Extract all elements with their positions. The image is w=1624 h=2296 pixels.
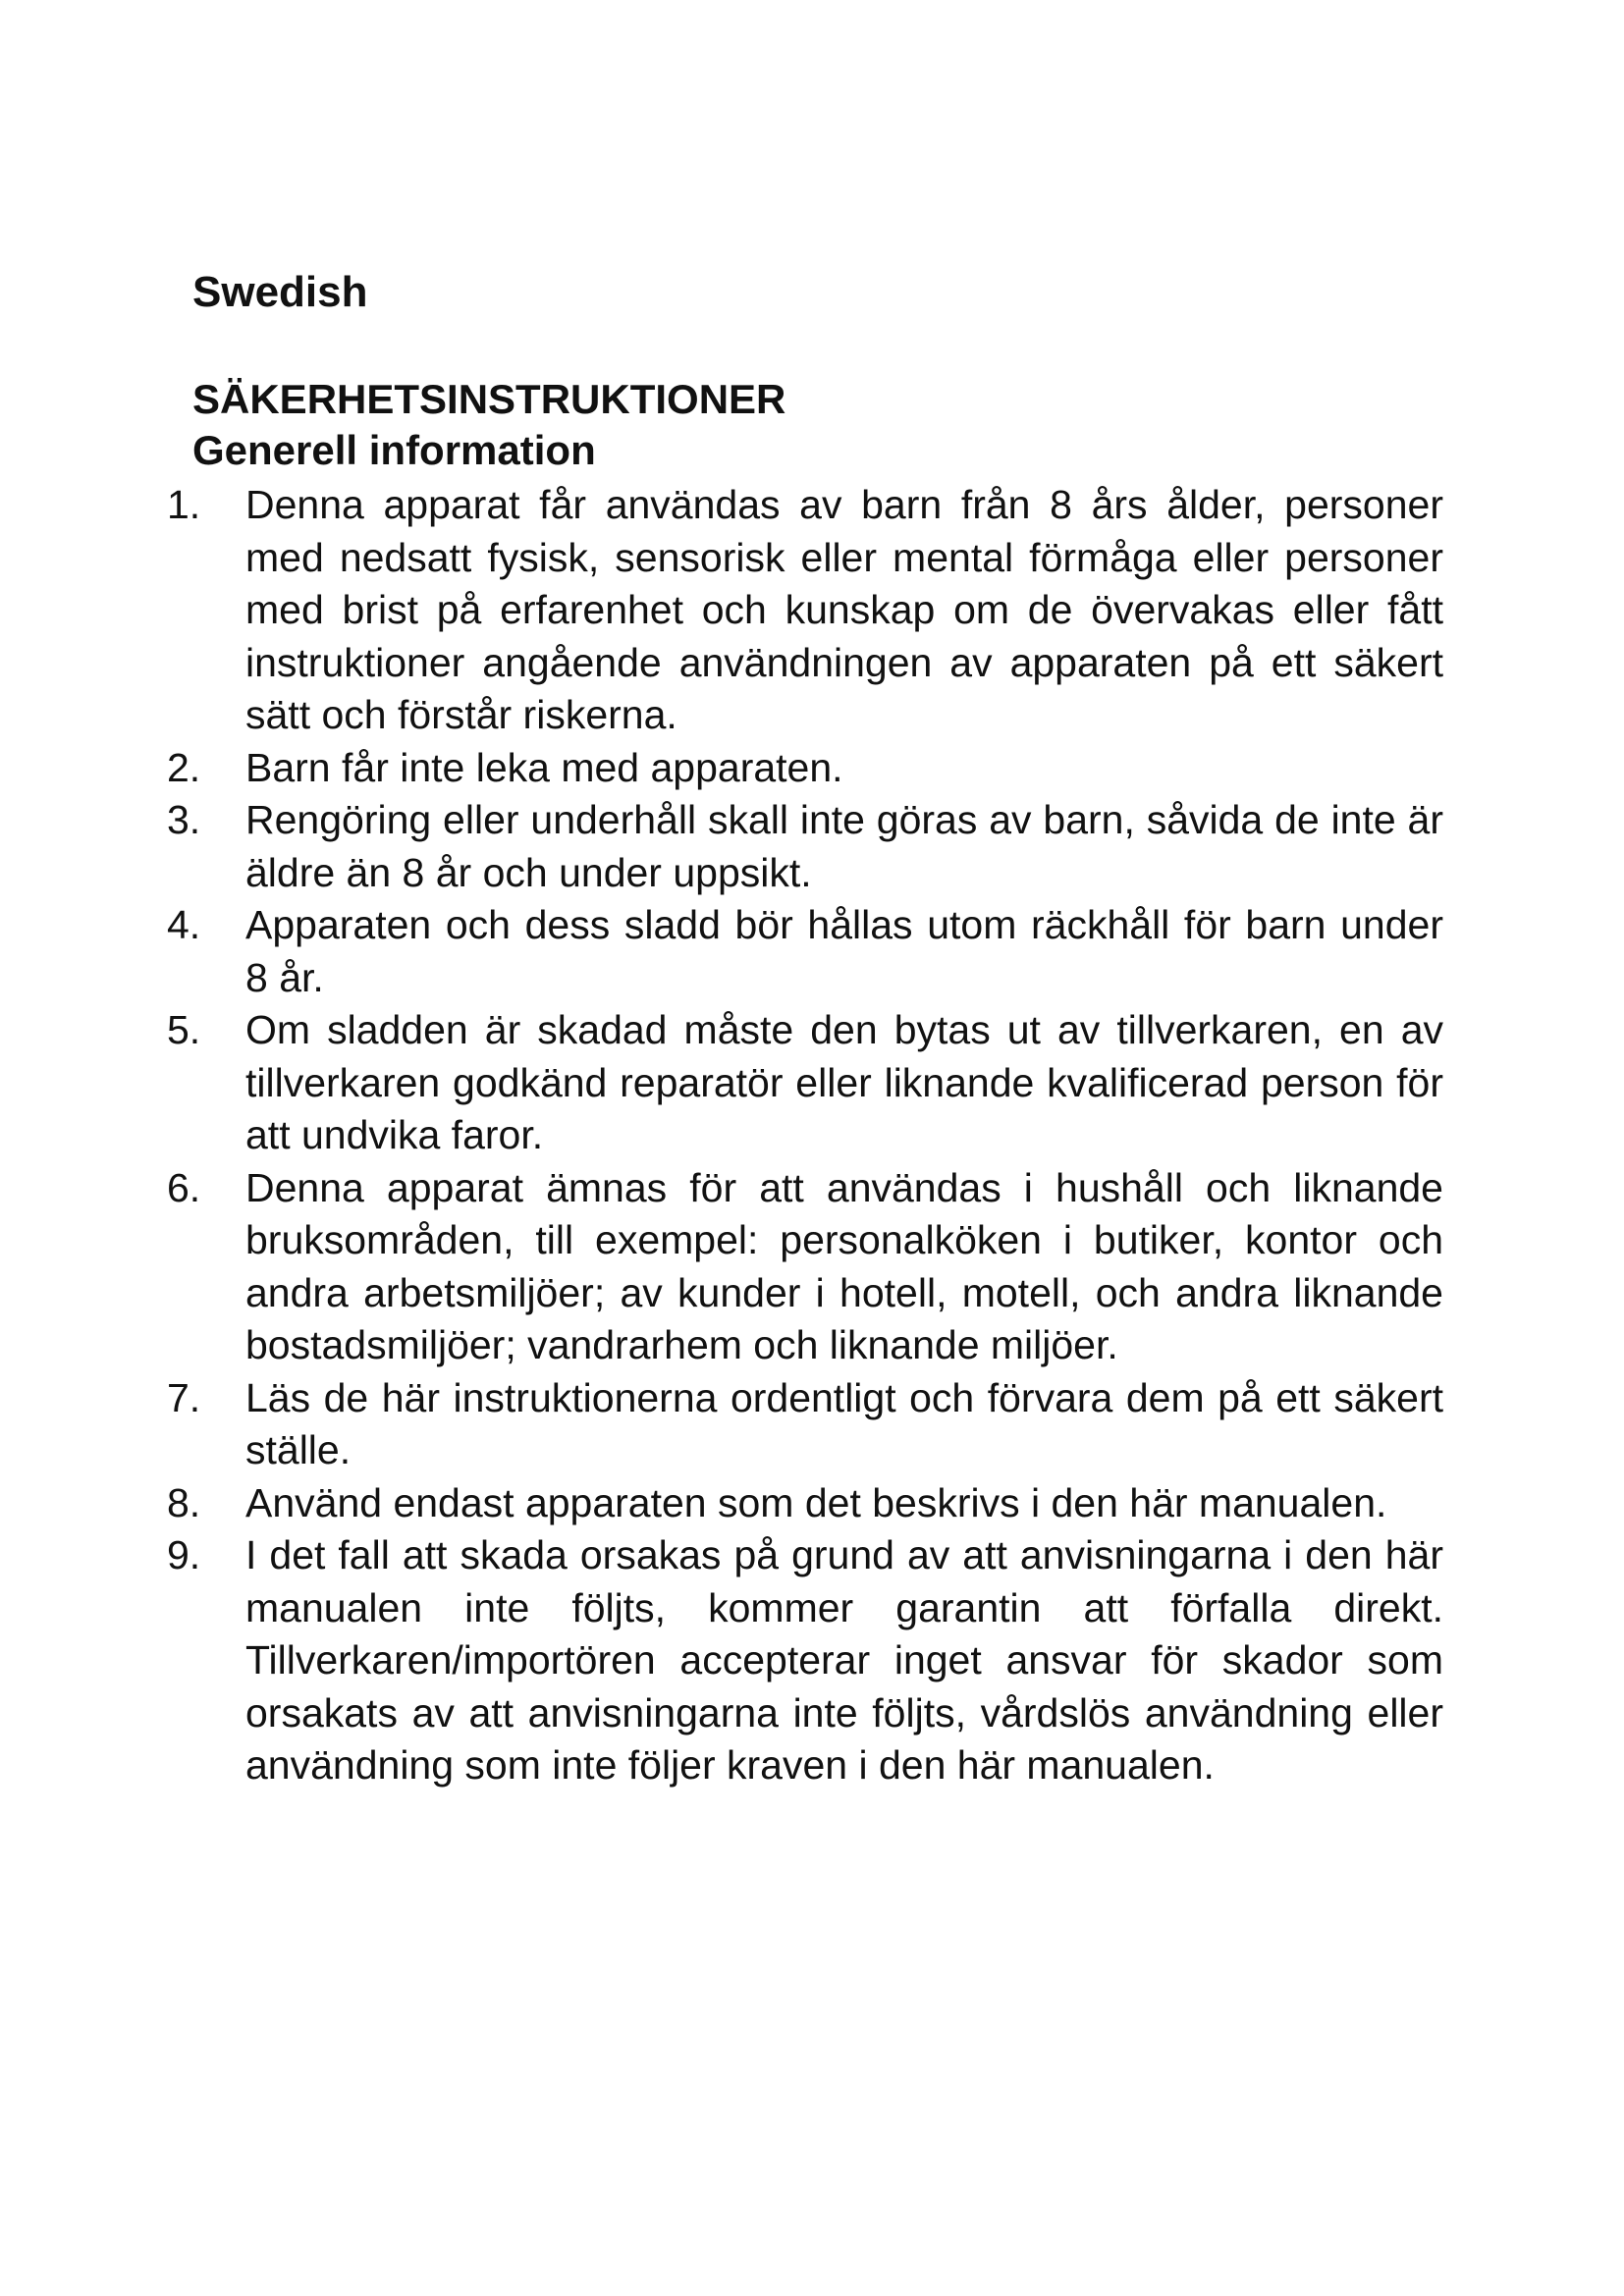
item-number: 9. — [167, 1532, 201, 1577]
item-text: Läs de här instruktionerna ordentligt och förvara dem på ett säkert ställe. — [245, 1374, 1443, 1472]
item-number: 6. — [167, 1164, 201, 1210]
list-item — [167, 899, 1443, 1004]
item-text: I det fall att skada orsakas på grund av att anvisningarna i den här manualen inte följts, kommer garantin att förfalla direkt. Tillverkaren/importören accepterar inget ansvar för skador som orsakats av att anvisningarna inte följts, vårdslös användning eller användning som inte följer kraven i den här manualen. — [245, 1532, 1443, 1788]
item-number: 8. — [167, 1479, 201, 1525]
list-item — [167, 1372, 1443, 1477]
list-item — [167, 1477, 1443, 1530]
subsection-title: Generell information — [192, 427, 596, 473]
item-number: 1. — [167, 482, 201, 527]
item-text: Om sladden är skadad måste den bytas ut av tillverkaren, en av tillverkaren godkänd reparatör eller liknande kvalificerad person för att undvika faror. — [245, 1007, 1443, 1157]
item-number: 5. — [167, 1007, 201, 1052]
safety-instructions-list — [167, 479, 1443, 1792]
item-text: Denna apparat får användas av barn från 8 års ålder, personer med nedsatt fysisk, sensorisk eller mental förmåga eller personer med brist på erfarenhet och kunskap om de övervakas eller fått instruktioner angående användningen av apparaten på ett säkert sätt och förstår riskerna. — [245, 482, 1443, 737]
list-item — [167, 742, 1443, 795]
item-number: 7. — [167, 1374, 201, 1420]
item-text: Apparaten och dess sladd bör hållas utom räckhåll för barn under 8 år. — [245, 902, 1443, 1000]
language-heading: Swedish — [192, 268, 368, 316]
item-text: Rengöring eller underhåll skall inte göras av barn, såvida de inte är äldre än 8 år och under uppsikt. — [245, 797, 1443, 895]
item-number: 3. — [167, 797, 201, 842]
item-number: 2. — [167, 744, 201, 790]
item-text: Barn får inte leka med apparaten. — [245, 744, 843, 790]
item-text: Denna apparat ämnas för att användas i hushåll och liknande bruksområden, till exempel: personalköken i butiker, kontor och andra arbetsmiljöer; av kunder i hotell, motell, och andra liknande bostadsmiljöer; vandrarhem och liknande miljöer. — [245, 1164, 1443, 1367]
list-item — [167, 479, 1443, 742]
section-title: SÄKERHETSINSTRUKTIONER — [192, 376, 786, 422]
list-item — [167, 794, 1443, 899]
item-number: 4. — [167, 902, 201, 947]
list-item — [167, 1162, 1443, 1372]
item-text: Använd endast apparaten som det beskrivs i den här manualen. — [245, 1479, 1387, 1525]
list-item — [167, 1529, 1443, 1792]
list-item — [167, 1004, 1443, 1162]
